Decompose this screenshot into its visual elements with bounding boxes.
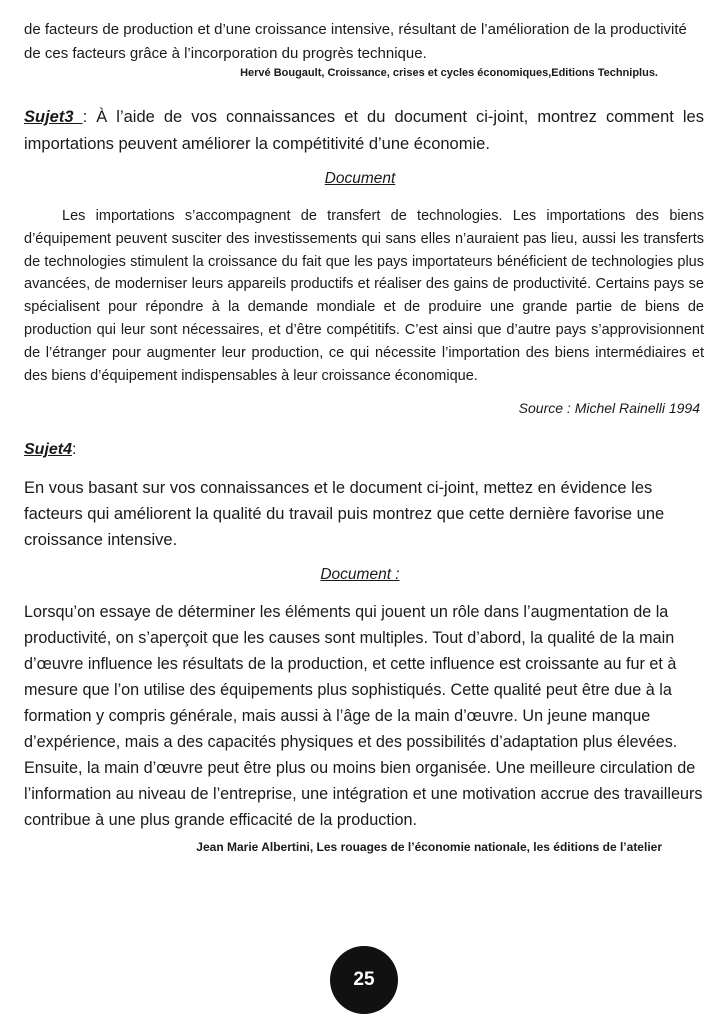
sujet4-question: En vous basant sur vos connaissances et le document ci-joint, mettez en évidence les facteurs qui améliorent la qualité du travail puis montrez que cette dernière favorise une croissance intensive.: [24, 479, 665, 549]
page-number-badge: 25: [330, 946, 398, 1014]
sujet3-source: Source : Michel Rainelli 1994: [518, 400, 700, 416]
sujet4-citation: Jean Marie Albertini, Les rouages de l’économie nationale, les éditions de l’atelier: [196, 840, 662, 854]
sujet3-document-heading: Document: [324, 170, 396, 187]
sujet4-document-text: Lorsqu’on essaye de déterminer les éléments qui jouent un rôle dans l’augmentation de la productivité, on s’aperçoit que les causes sont multiples. Tout d’abord, la qualité de la main d’œuvre influence les résultats de la production, et cette influence est croissante au fur et à mesure que l’on utilise des équipements plus sophistiqués. Cette qualité peut être due à la formation y compris générale, mais aussi à l’âge de la main d’œuvre. Un jeune manque d’expérience, mais a des capacités physiques et des possibilités d’adaptation plus élevées. Ensuite, la main d’œuvre peut être plus ou moins bien organisée. Une meilleure circulation de l’information au niveau de l’entreprise, une intégration et une motivation accrue des travailleurs contribue à une plus grande efficacité de la production.: [24, 603, 703, 829]
sujet3-question: : À l’aide de vos connaissances et du document ci-joint, montrez comment les importations peuvent améliorer la compétitivité d’une économie.: [24, 108, 704, 153]
intro-citation: Hervé Bougault, Croissance, crises et cycles économiques,Editions Techniplus.: [240, 67, 658, 79]
sujet3-question-block: [24, 104, 704, 158]
sujet3-document-text: Les importations s’accompagnent de transfert de technologies. Les importations des biens d’équipement peuvent susciter des investissements qui sans elles n’auraient pas lieu, aussi les transferts de technologies stimulent la croissance du fait que les pays importateurs bénéficient de technologies plus avancées, de moderniser leurs appareils productifs et réaliser des gains de productivité. Certains pays se spécialisent pour répondre à la demande mondiale et de produire une grande partie de biens de production qui leur sont nécessaires, et d’être compétitifs. C’est ainsi que d’autre pays s’approvisionnent de l’étranger pour augmenter leur production, ce qui nécessite l’importation des biens intermédiaires et des biens d’équipement indispensables à leur croissance économique.: [24, 208, 704, 384]
sujet4-document-heading: Document :: [320, 566, 400, 583]
intro-paragraph: de facteurs de production et d’une croissance intensive, résultant de l’amélioration de la productivité de ces facteurs grâce à l’incorporation du progrès technique.: [24, 21, 687, 62]
sujet4-heading: [24, 441, 76, 459]
sujet3-label: Sujet3: [24, 108, 83, 126]
sujet4-colon: :: [72, 441, 77, 458]
sujet4-label: Sujet4: [24, 441, 73, 458]
